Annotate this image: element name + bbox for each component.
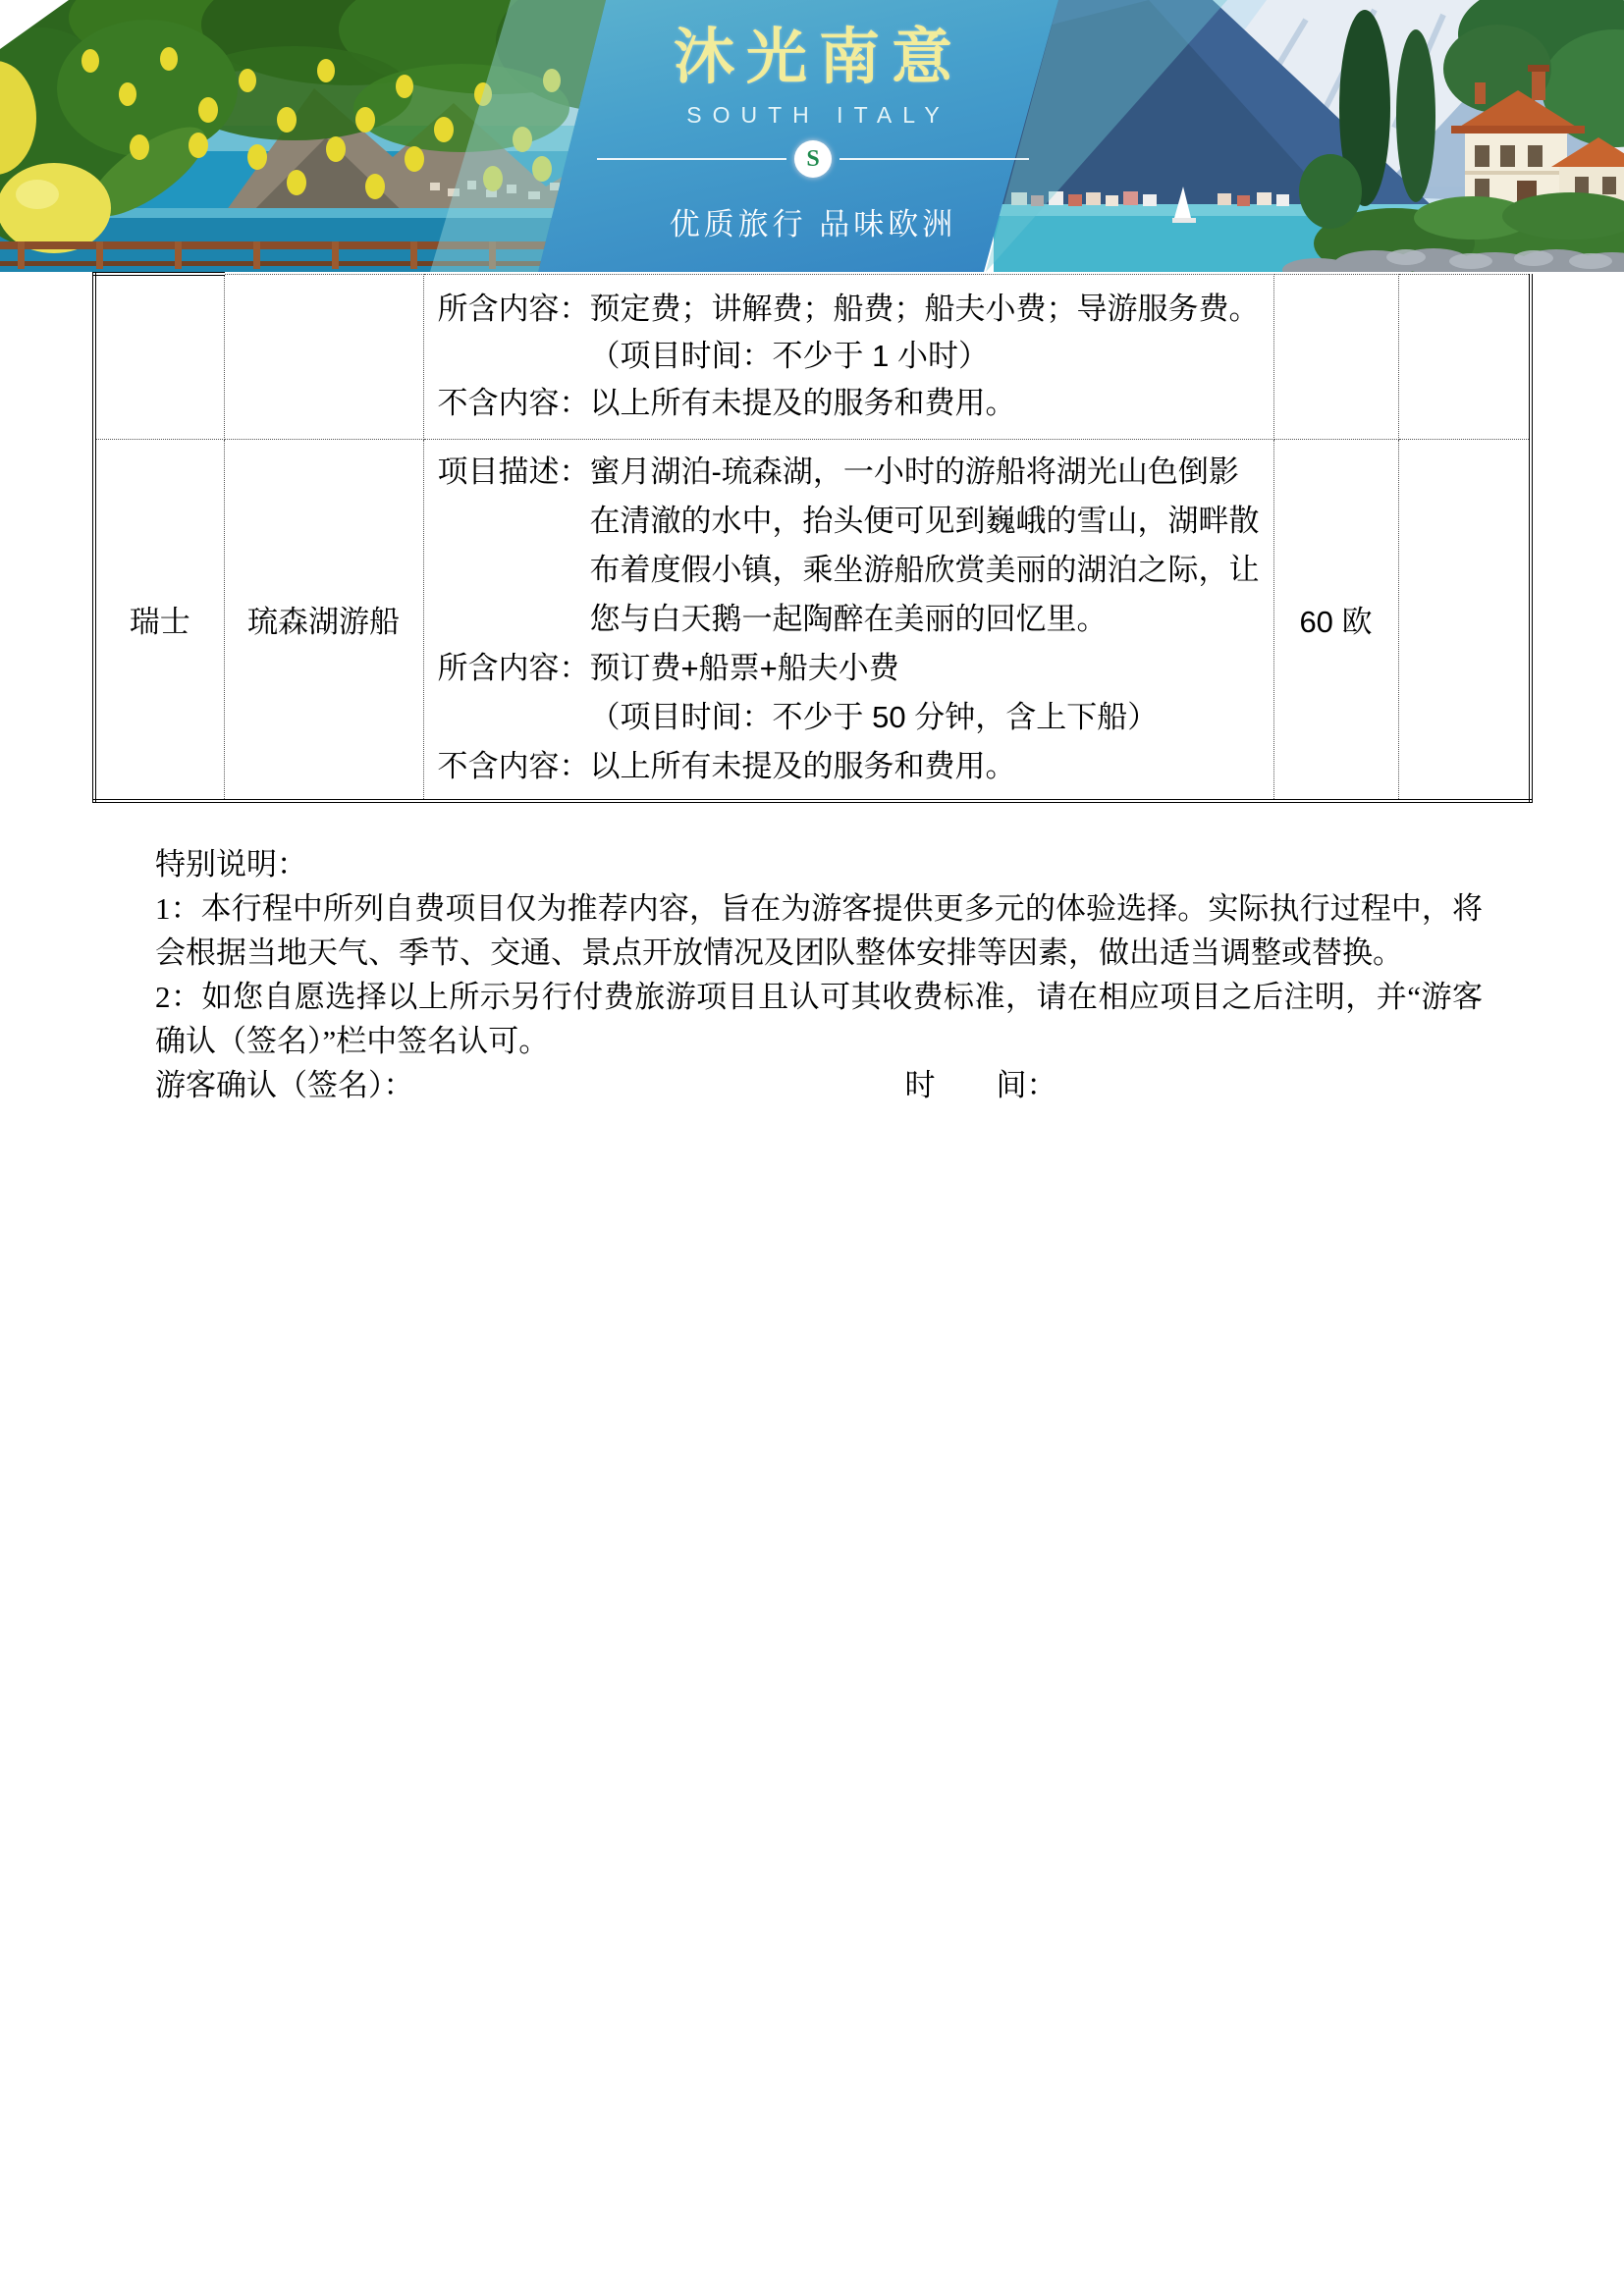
banner	[0, 0, 1624, 272]
banner-title: 沐光南意	[673, 24, 964, 91]
signature-cell	[1398, 439, 1531, 801]
project-cell	[224, 274, 423, 439]
country-cell: 瑞士	[94, 439, 224, 801]
banner-logo-row	[597, 140, 1029, 178]
included-line: 所含内容：预订费+船票+船夫小费	[437, 650, 899, 685]
description-line: 项目描述：蜜月湖泊-琉森湖，一小时的游船将湖光山色倒影在清澈的水中，抬头便可见到巍峨的雪山，湖畔散布着度假小镇，乘坐游船欣赏美丽的湖泊之际，让您与白天鹅一起陶醉在美丽的回忆里。	[437, 454, 1260, 636]
details-cell	[423, 274, 1273, 439]
signature-cell	[1398, 274, 1531, 439]
signature-row	[155, 1063, 1483, 1107]
included-line: 所含内容：预定费；讲解费；船费；船夫小费；导游服务费。	[437, 292, 1260, 326]
excluded-line: 不含内容：以上所有未提及的服务和费用。	[437, 386, 1016, 420]
banner-text-block	[597, 0, 1029, 272]
table-row-lucerne	[94, 439, 1531, 801]
banner-tagline: 优质旅行 品味欧洲	[669, 207, 957, 241]
project-cell: 琉森湖游船	[224, 439, 423, 801]
price-cell: 60 欧	[1273, 439, 1398, 801]
special-notes	[155, 842, 1483, 1107]
duration-line: （项目时间：不少于 50 分钟，含上下船）	[589, 699, 1159, 734]
optional-tours-table	[92, 272, 1533, 803]
time-label: 时 间：	[904, 1067, 1057, 1102]
logo-divider-line-left	[597, 158, 786, 160]
notes-heading: 特别说明：	[155, 846, 307, 881]
excluded-line: 不含内容：以上所有未提及的服务和费用。	[437, 748, 1016, 783]
duration-line: （项目时间：不少于 1 小时）	[589, 339, 989, 373]
banner-subtitle: SOUTH ITALY	[686, 102, 950, 128]
details-cell	[423, 439, 1273, 801]
price-cell	[1273, 274, 1398, 439]
logo-divider-line-right	[839, 158, 1029, 160]
brand-logo-letter: S	[806, 145, 820, 172]
brand-logo-icon	[794, 140, 832, 178]
country-cell	[94, 274, 224, 439]
table-row-continued	[94, 274, 1531, 439]
signature-label: 游客确认（签名）：	[155, 1067, 414, 1102]
notes-paragraph-1: 1：本行程中所列自费项目仅为推荐内容，旨在为游客提供更多元的体验选择。实际执行过程中，将会根据当地天气、季节、交通、景点开放情况及团队整体安排等因素，做出适当调整或替换。	[155, 890, 1483, 970]
notes-paragraph-2: 2：如您自愿选择以上所示另行付费旅游项目且认可其收费标准，请在相应项目之后注明，并“游客确认（签名）”栏中签名认可。	[155, 979, 1483, 1058]
